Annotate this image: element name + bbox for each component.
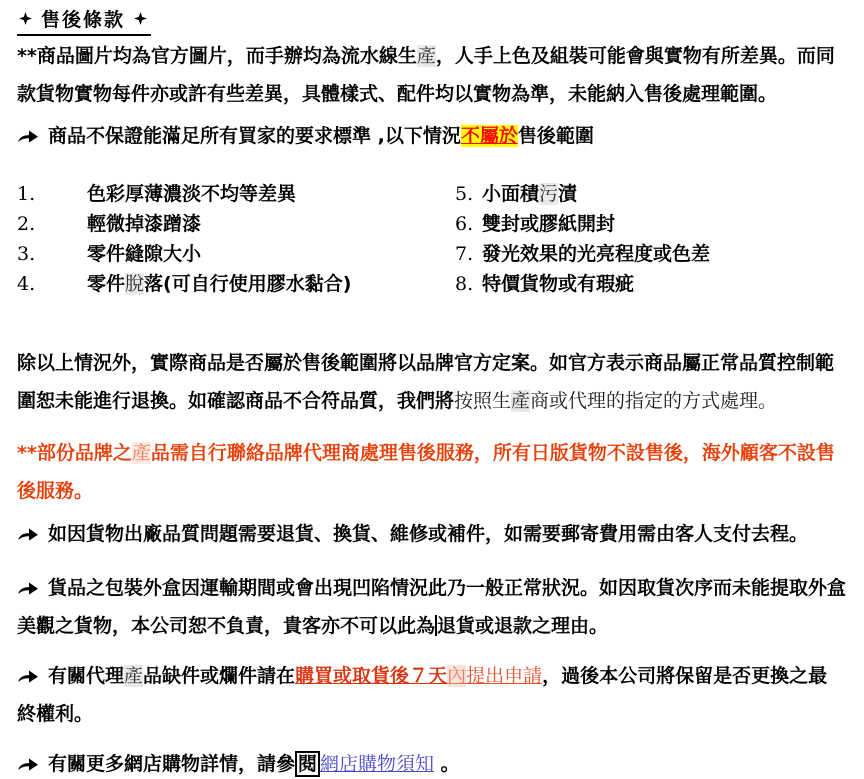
four-pointed-star-icon <box>19 12 32 25</box>
brand-notice-fallback-glyph: 產 <box>131 442 151 464</box>
claim-text-pre1: 有關代理 <box>48 665 125 687</box>
intro-text-post: ，人手上色及組裝可能會與實物有所差異。而同款貨物實物每件亦或許有些差異，具體樣式、配件均以實物為準，未能納入售後處理範圍。 <box>17 45 835 105</box>
list-item-number: 6. <box>455 213 474 235</box>
page-title <box>17 5 846 35</box>
exclusion-list-right-column <box>455 179 846 299</box>
list-item-4 <box>17 269 455 299</box>
four-pointed-star-icon <box>134 12 147 25</box>
decision-fallback-glyph: 產 <box>511 390 531 412</box>
claim-deadline-phrase-tail: 提出申請 <box>466 665 543 687</box>
claim-text-post: ，過後本公司將保留是否更換之最終權利。 <box>17 665 828 725</box>
curved-right-arrow-icon <box>17 527 39 542</box>
page-title-underline <box>17 5 151 36</box>
list-item-6 <box>455 209 846 239</box>
brand-notice-paragraph <box>17 434 846 510</box>
list-item-2 <box>17 209 455 239</box>
store-guide-link[interactable]: 網店購物須知 <box>320 753 435 775</box>
intro-text-pre: **商品圖片均為官方圖片，而手辦均為流水線生 <box>17 45 417 67</box>
list-item-text: 發光效果的光亮程度或色差 <box>482 243 711 265</box>
more-info-text-pre: 有關更多網店購物詳情，請參 <box>48 753 296 775</box>
decision-paragraph <box>17 344 846 420</box>
brand-notice-text-post: 品需自行聯絡品牌代理商處理售後服務，所有日版貨物不設售後，海外顧客不設售後服務。 <box>17 442 835 502</box>
curved-right-arrow-icon <box>17 581 39 596</box>
decision-text-light: 商或代理的指定的方式處理。 <box>530 390 778 412</box>
notice-highlighted-phrase: 不屬於 <box>460 125 518 147</box>
list-item-7 <box>455 239 846 269</box>
list-item-number: 7. <box>455 243 474 265</box>
claim-deadline-phrase: 購買或取貨後７天 <box>295 665 448 687</box>
packaging-text-post: 退貨或退款之理由。 <box>437 615 609 637</box>
packaging-paragraph <box>17 569 846 645</box>
page-title-text: 售後條款 <box>41 9 126 31</box>
list-item-text: 輕微掉漆蹭漆 <box>87 213 202 235</box>
list-item-text: 零件 <box>87 273 126 295</box>
more-info-text-post: 。 <box>434 753 460 775</box>
list-item-text: 漬 <box>558 183 578 205</box>
more-info-line <box>17 749 846 779</box>
list-item-number: 8. <box>455 273 474 295</box>
notice-text-post: 售後範圍 <box>517 125 594 147</box>
list-item-text: 雙封或膠紙開封 <box>482 213 616 235</box>
list-item-fallback-glyph: 脫 <box>125 273 145 295</box>
decision-text-light: 按照生 <box>454 390 512 412</box>
list-item-8 <box>455 269 846 299</box>
list-item-number: 5. <box>455 183 474 205</box>
exclusion-list-left-column <box>17 179 455 299</box>
intro-fallback-glyph: 產 <box>416 45 436 67</box>
list-item-text: 落(可自行使用膠水黏合) <box>144 273 352 295</box>
notice-text-pre: 商品不保證能滿足所有買家的要求標準 ,以下情況 <box>48 125 461 147</box>
return-shipping-line <box>17 519 846 549</box>
list-item-5 <box>455 179 846 209</box>
list-item-number: 1. <box>17 183 36 205</box>
claim-deadline-fallback-glyph: 內 <box>447 665 467 687</box>
list-item-text: 色彩厚薄濃淡不均等差異 <box>87 183 297 205</box>
intro-paragraph <box>17 37 846 113</box>
list-item-3 <box>17 239 455 269</box>
exclusion-list <box>17 179 846 299</box>
list-item-number: 3. <box>17 243 36 265</box>
curved-right-arrow-icon <box>17 669 39 684</box>
list-item-text: 零件縫隙大小 <box>87 243 202 265</box>
more-info-boxed-glyph: 閱 <box>295 751 320 777</box>
list-item-fallback-glyph: 污 <box>539 183 559 205</box>
list-item-text: 小面積 <box>482 183 540 205</box>
claim-text-pre2: 品缺件或爛件請在 <box>143 665 296 687</box>
list-item-text: 特價貨物或有瑕疵 <box>482 273 635 295</box>
notice-line <box>17 121 846 151</box>
curved-right-arrow-icon <box>17 129 39 144</box>
packaging-text-pre: 貨品之包裝外盒因運輸期間或會出現凹陷情況此乃一般正常狀況。如因取貨次序而未能提取外盒美觀之貨物，本公司恕不負責，貴客亦不可以此為 <box>17 577 847 637</box>
claim-fallback-glyph: 產 <box>124 665 144 687</box>
list-item-number: 2. <box>17 213 36 235</box>
brand-notice-text-pre: **部份品牌之 <box>17 442 132 464</box>
list-item-1 <box>17 179 455 209</box>
decision-text-bold: 除以上情況外，實際商品是否屬於售後範圍將以品牌官方定案。如官方表示商品屬正常品質控制範圍恕未能進行退換。如確認商品不合符品質，我們將 <box>17 352 835 412</box>
list-item-number: 4. <box>17 273 36 295</box>
return-shipping-text: 如因貨物出廠品質問題需要退貨、換貨、維修或補件，如需要郵寄費用需由客人支付去程。 <box>48 523 809 545</box>
curved-right-arrow-icon <box>17 757 39 772</box>
claim-deadline-paragraph <box>17 657 846 733</box>
